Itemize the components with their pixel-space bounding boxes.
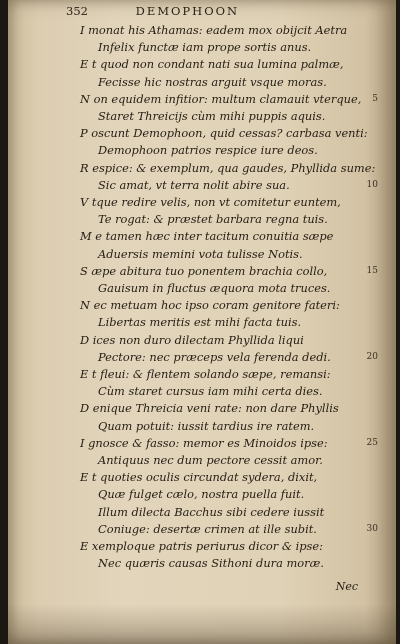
line-number: 15 [366,265,378,276]
running-title: DEMOPHOON [135,4,240,18]
verse-line-text: E t quoties oculis circundat sydera, dixit, [80,470,318,485]
catchword: Nec [335,580,358,593]
verse-line-text: Coniuge: desertæ crimen at ille subit. [98,521,317,536]
verse-line-text: Demophoon patrios respice iure deos. [98,143,318,158]
verse-line-text: Pectore: nec præceps vela ferenda dedi. [98,349,331,364]
verse-line [8,552,396,574]
verse-line-text: Antiquus nec dum pectore cessit amor. [98,453,323,467]
verse-line-text: S æpe abitura tuo ponentem brachia collo, [80,263,328,278]
verse-line-text: Nec quæris causas Sithoni dura moræ. [98,556,324,571]
page-number: 352 [66,4,88,18]
page-shadow [8,604,396,644]
verse-line-text: Quam potuit: iussit tardius ire ratem. [98,418,315,433]
line-number: 10 [366,179,378,190]
verse-line-text: E t quod non condant nati sua lumina palmæ, [80,57,344,72]
verse-line-text: Staret Threicijs cùm mihi puppis aquis. [98,109,326,123]
verse-line-text: V tque redire velis, non vt comitetur euntem, [80,195,341,209]
verse-line-text: Infelix functæ iam prope sortis anus. [98,40,312,55]
verse-line-text: D ices non duro dilectam Phyllida liqui [80,332,304,347]
verse-line-text: Gauisum in fluctus æquora mota truces. [98,281,331,295]
verse-line-text: I monat his Athamas: eadem mox obijcit Aetra [80,23,348,37]
verse-line-text: P oscunt Demophoon, quid cessas? carbasa venti: [80,126,368,141]
verse-line-text: Aduersis memini vota tulisse Notis. [98,246,303,261]
verse-line-text: E t fleui: & flentem solando sæpe, remansi: [80,367,331,381]
verse-line-text: Cùm staret cursus iam mihi certa dies. [98,384,323,399]
verse-line-text: Fecisse hic nostras arguit vsque moras. [98,74,327,89]
page-header [66,4,239,18]
line-number: 20 [366,351,378,362]
line-number: 25 [366,437,378,448]
verse-line-text: Libertas meritis est mihi facta tuis. [98,315,302,330]
line-number: 5 [372,93,378,104]
line-number: 30 [366,523,378,534]
verse-line-text: Te rogat: & præstet barbara regna tuis. [98,212,328,227]
verse-line-text: I gnosce & fasso: memor es Minoidos ipse: [80,435,328,450]
verse-line-text: Quæ fulget cælo, nostra puella fuit. [98,487,305,502]
verse-line-text: M e tamen hæc inter tacitum conuitia sæpe [80,229,334,244]
verse-line-text: N on equidem infitior: multum clamauit vterque, [80,91,362,106]
book-page [8,0,396,644]
verse-line-text: R espice: & exemplum, qua gaudes, Phyllida sume: [80,160,376,175]
verse-line-text: Sic amat, vt terra nolit abire sua. [98,177,290,192]
verse-line-text: N ec metuam hoc ipso coram genitore fateri: [80,298,340,313]
verse-line-text: E xemploque patris periurus dicor & ipse: [80,539,323,553]
verse-line-text: D enique Threicia veni rate: non dare Phyllis [80,401,339,416]
verse-line-text: Illum dilecta Bacchus sibi cedere iussit [98,504,325,519]
